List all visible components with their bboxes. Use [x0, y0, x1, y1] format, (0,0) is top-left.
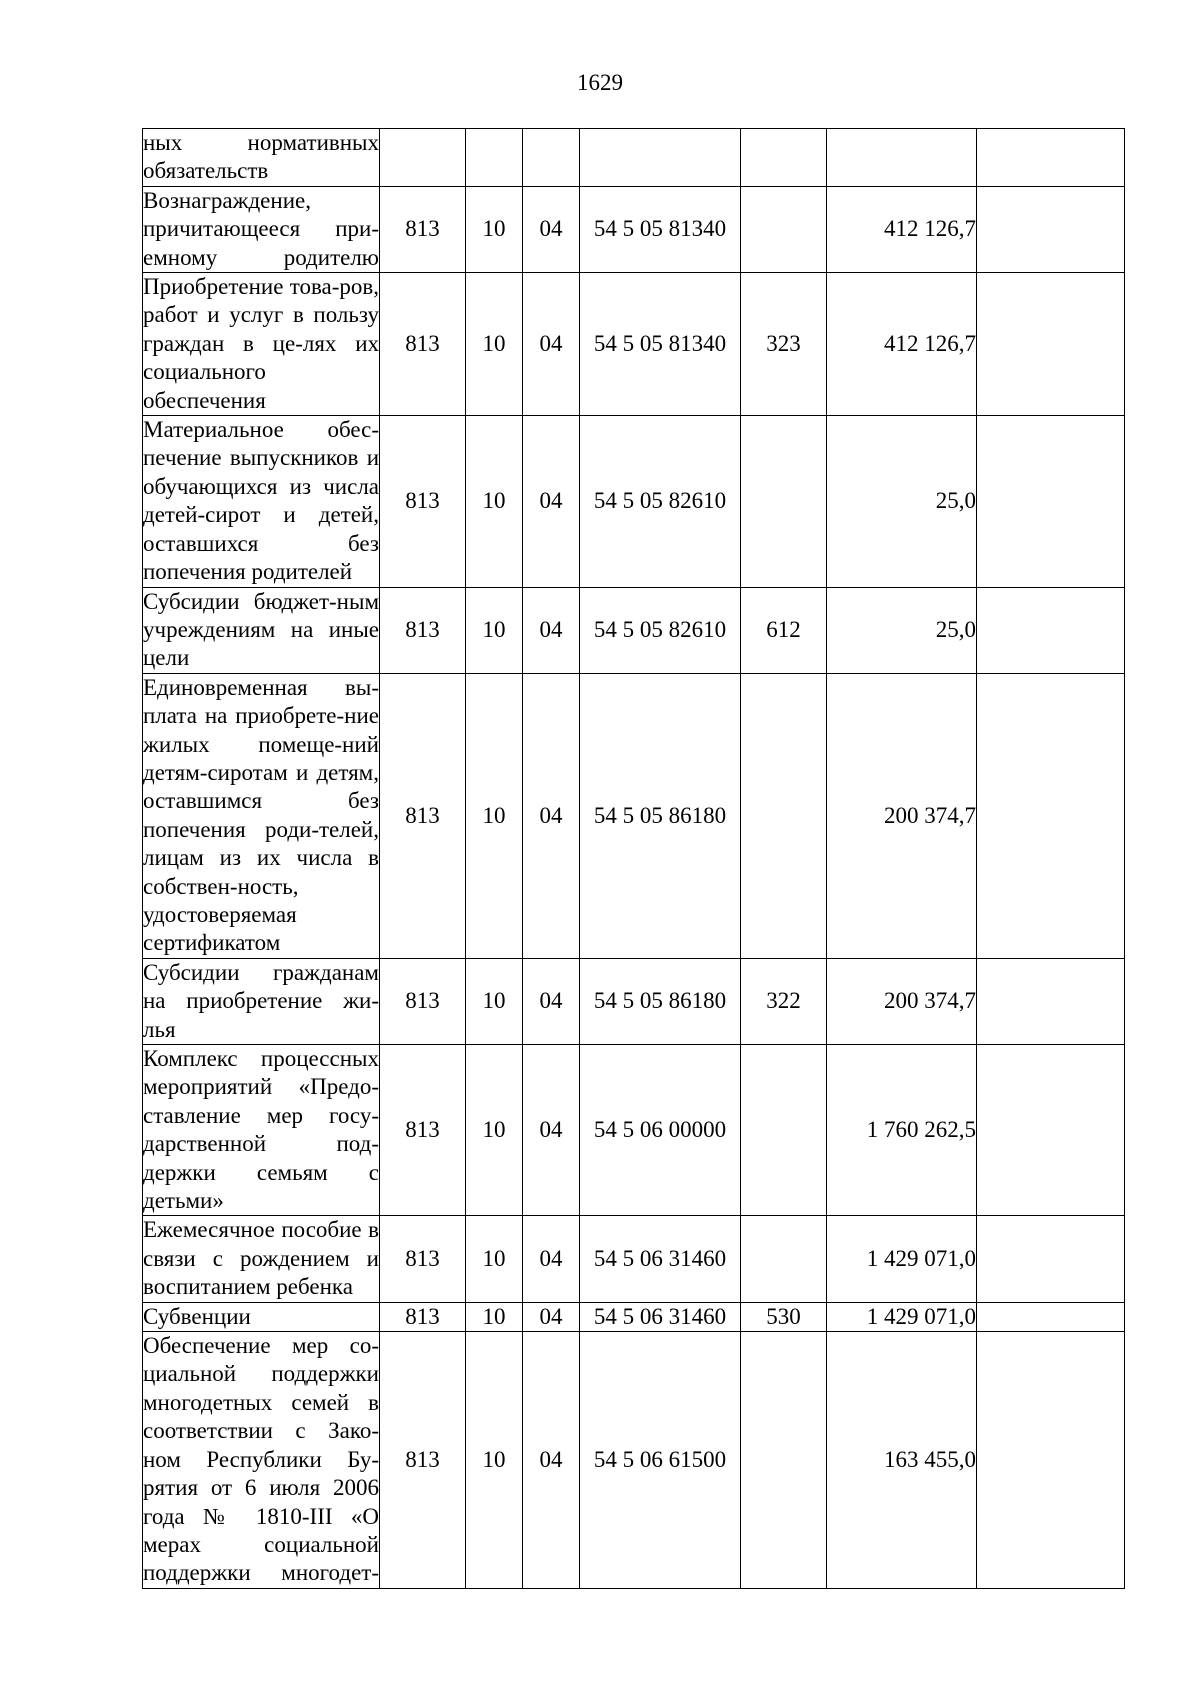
subsection-code: 04 — [523, 1216, 580, 1302]
row-name: ных нормативных обязательств — [143, 129, 380, 187]
table-row — [143, 1216, 1125, 1302]
expense-type-code — [741, 129, 827, 187]
ministry-code: 813 — [380, 416, 466, 587]
table-row — [143, 673, 1125, 958]
subsection-code: 04 — [523, 673, 580, 958]
row-name: Субсидии гражданам на приобретение жи-лья — [143, 958, 380, 1044]
amount: 1 429 071,0 — [827, 1216, 977, 1302]
extra-column — [977, 273, 1125, 416]
target-article-code: 54 5 05 86180 — [580, 958, 741, 1044]
extra-column — [977, 416, 1125, 587]
expense-type-code — [741, 1045, 827, 1216]
row-name: Субсидии бюджет-ным учреждениям на иные цели — [143, 587, 380, 673]
table-row — [143, 1045, 1125, 1216]
row-name: Материальное обес-печение выпускников и обучающихся из числа детей-сирот и детей, оставшихся без попечения родителей — [143, 416, 380, 587]
section-code: 10 — [466, 1216, 523, 1302]
target-article-code: 54 5 06 00000 — [580, 1045, 741, 1216]
expense-type-code: 530 — [741, 1302, 827, 1331]
ministry-code: 813 — [380, 673, 466, 958]
amount: 1 760 262,5 — [827, 1045, 977, 1216]
expense-type-code — [741, 1332, 827, 1589]
section-code: 10 — [466, 958, 523, 1044]
subsection-code: 04 — [523, 186, 580, 272]
subsection-code: 04 — [523, 1302, 580, 1331]
subsection-code: 04 — [523, 416, 580, 587]
expense-type-code: 323 — [741, 273, 827, 416]
section-code: 10 — [466, 186, 523, 272]
target-article-code — [580, 129, 741, 187]
ministry-code: 813 — [380, 587, 466, 673]
target-article-code: 54 5 05 81340 — [580, 273, 741, 416]
amount: 1 429 071,0 — [827, 1302, 977, 1331]
section-code: 10 — [466, 1302, 523, 1331]
page-number: 1629 — [577, 70, 623, 95]
table-row — [143, 1302, 1125, 1331]
target-article-code: 54 5 06 61500 — [580, 1332, 741, 1589]
amount: 25,0 — [827, 416, 977, 587]
expense-type-code: 322 — [741, 958, 827, 1044]
section-code: 10 — [466, 416, 523, 587]
target-article-code: 54 5 05 81340 — [580, 186, 741, 272]
expense-type-code: 612 — [741, 587, 827, 673]
table-row — [143, 416, 1125, 587]
amount — [827, 129, 977, 187]
table-row — [143, 186, 1125, 272]
target-article-code: 54 5 06 31460 — [580, 1302, 741, 1331]
subsection-code: 04 — [523, 273, 580, 416]
table-row — [143, 587, 1125, 673]
subsection-code: 04 — [523, 1332, 580, 1589]
section-code: 10 — [466, 273, 523, 416]
subsection-code: 04 — [523, 958, 580, 1044]
ministry-code: 813 — [380, 186, 466, 272]
ministry-code: 813 — [380, 273, 466, 416]
table-row — [143, 129, 1125, 187]
table-row — [143, 273, 1125, 416]
amount: 200 374,7 — [827, 958, 977, 1044]
row-name: Обеспечение мер со-циальной поддержки многодетных семей в соответствии с Зако-ном Республики Бу-рятия от 6 июля 2006 года № 1810-III «О мерах социальной поддержки многодет- — [143, 1332, 380, 1589]
budget-table — [142, 128, 1125, 1589]
extra-column — [977, 129, 1125, 187]
subsection-code: 04 — [523, 587, 580, 673]
target-article-code: 54 5 05 86180 — [580, 673, 741, 958]
row-name: Приобретение това-ров, работ и услуг в пользу граждан в це-лях их социального обеспечения — [143, 273, 380, 416]
amount: 25,0 — [827, 587, 977, 673]
amount: 412 126,7 — [827, 273, 977, 416]
ministry-code: 813 — [380, 1216, 466, 1302]
ministry-code — [380, 129, 466, 187]
section-code — [466, 129, 523, 187]
row-name: Комплекс процессных мероприятий «Предо-ставление мер госу-дарственной под-держки семьям с детьми» — [143, 1045, 380, 1216]
ministry-code: 813 — [380, 958, 466, 1044]
extra-column — [977, 673, 1125, 958]
table-row — [143, 958, 1125, 1044]
extra-column — [977, 587, 1125, 673]
expense-type-code — [741, 416, 827, 587]
row-name: Ежемесячное пособие в связи с рождением и воспитанием ребенка — [143, 1216, 380, 1302]
subsection-code — [523, 129, 580, 187]
expense-type-code — [741, 186, 827, 272]
expense-type-code — [741, 673, 827, 958]
extra-column — [977, 186, 1125, 272]
subsection-code: 04 — [523, 1045, 580, 1216]
amount: 163 455,0 — [827, 1332, 977, 1589]
extra-column — [977, 1216, 1125, 1302]
amount: 412 126,7 — [827, 186, 977, 272]
ministry-code: 813 — [380, 1045, 466, 1216]
section-code: 10 — [466, 673, 523, 958]
row-name: Вознаграждение, причитающееся при-емному родителю — [143, 186, 380, 272]
extra-column — [977, 1332, 1125, 1589]
ministry-code: 813 — [380, 1302, 466, 1331]
section-code: 10 — [466, 587, 523, 673]
extra-column — [977, 1045, 1125, 1216]
extra-column — [977, 958, 1125, 1044]
section-code: 10 — [466, 1045, 523, 1216]
amount: 200 374,7 — [827, 673, 977, 958]
expense-type-code — [741, 1216, 827, 1302]
extra-column — [977, 1302, 1125, 1331]
section-code: 10 — [466, 1332, 523, 1589]
row-name: Субвенции — [143, 1302, 380, 1331]
target-article-code: 54 5 05 82610 — [580, 416, 741, 587]
row-name: Единовременная вы-плата на приобрете-ние жилых помеще-ний детям-сиротам и детям, оставшимся без попечения роди-телей, лицам из их числа в собствен-ность, удостоверяемая сертификатом — [143, 673, 380, 958]
table-row — [143, 1332, 1125, 1589]
ministry-code: 813 — [380, 1332, 466, 1589]
target-article-code: 54 5 05 82610 — [580, 587, 741, 673]
target-article-code: 54 5 06 31460 — [580, 1216, 741, 1302]
